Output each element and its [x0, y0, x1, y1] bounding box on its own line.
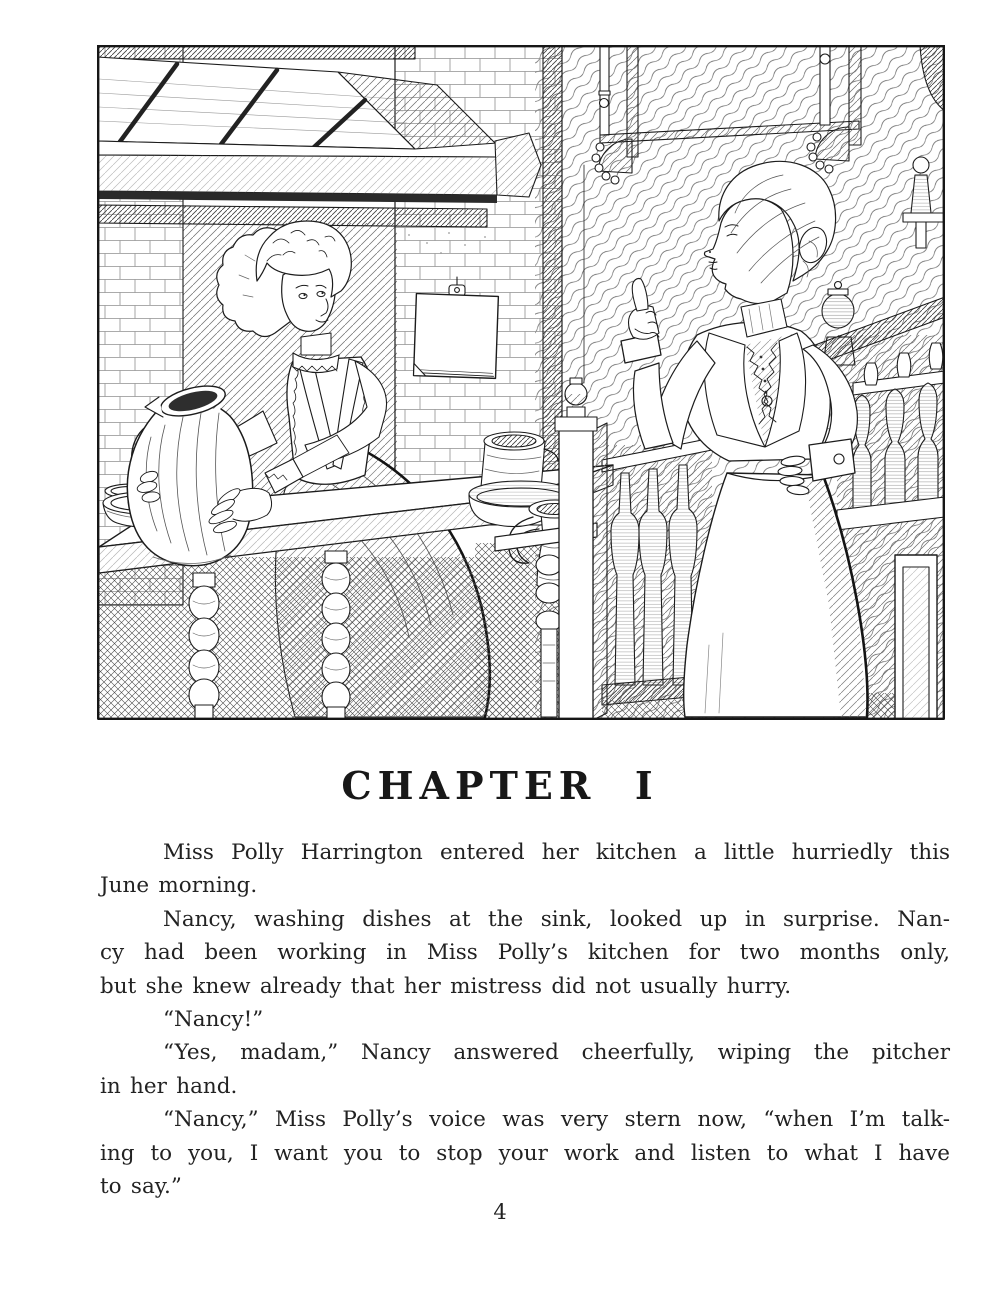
- wainscot-panel: [895, 555, 937, 720]
- text-line: to say.”: [100, 1174, 182, 1200]
- polly-blouse: [681, 322, 831, 461]
- chapter-heading: CHAPTER I: [341, 763, 659, 808]
- cuff: [809, 439, 855, 481]
- newel-post: [555, 378, 607, 720]
- text-line: Miss Polly Harrington entered her kitchen a little hurriedly this: [163, 840, 950, 865]
- illustration-kitchen-scene: [97, 45, 945, 720]
- body-text: [100, 836, 950, 1203]
- text-line: ing to you, I want you to stop your work and listen to what I have: [100, 1140, 950, 1166]
- text-line: but she knew already that her mistress did not usually hurry.: [100, 973, 792, 999]
- text-line: June morning.: [100, 873, 258, 899]
- under-table-shadow: [97, 557, 529, 720]
- page-number: 4: [493, 1200, 507, 1224]
- table-leg: [322, 551, 350, 720]
- text-line: in her hand.: [100, 1073, 238, 1099]
- text-line: “Nancy,” Miss Polly’s voice was very stern now, “when I’m talk-: [163, 1107, 950, 1133]
- text-line: “Nancy!”: [163, 1007, 264, 1033]
- text-line: “Yes, madam,” Nancy answered cheerfully, wiping the pitcher: [163, 1040, 950, 1066]
- text-line: Nancy, washing dishes at the sink, looked up in surprise. Nan-: [163, 906, 950, 932]
- table-leg: [189, 573, 219, 720]
- text-line: cy had been working in Miss Polly’s kitchen for two months only,: [100, 940, 950, 966]
